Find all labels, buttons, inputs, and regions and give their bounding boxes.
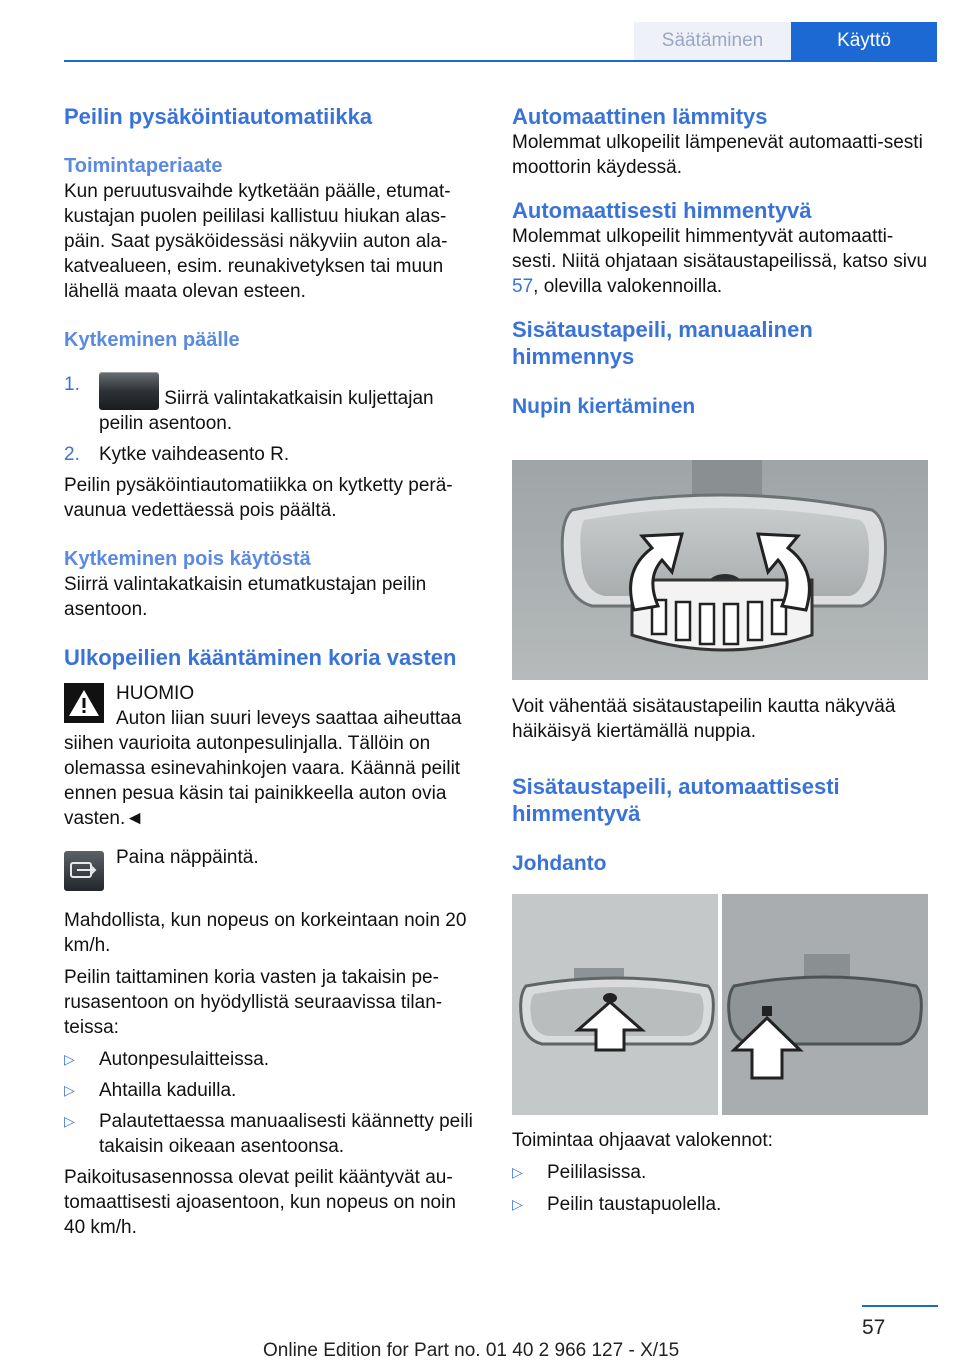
step-1 [64,372,480,436]
bullet-triangle-icon: ▷ [64,1113,75,1129]
principle-text: Kun peruutusvaihde kytketään päälle, etumat-kustajan puolen peililasi kallistuu hiukan alas-päin. Saat pysäköidessäsi näkyviin auton ala-katvealueen, esim. reunakivetyksen tai muun lähellä maata olevan esteen. [64,181,451,302]
bullet-triangle-icon: ▷ [64,1051,75,1067]
footer-rule [862,1305,938,1307]
situations-list [64,1047,480,1159]
heading-introduction: Johdanto [512,852,607,875]
photocell-illustration [512,894,928,1115]
section-title-fold-mirrors: Ulkopeilien kääntäminen koria vasten [64,645,457,670]
knob-text: Voit vähentää sisätaustapeilin kautta näkyvää häikäisyä kiertämällä nuppia. [512,696,896,742]
bullet-triangle-icon: ▷ [512,1164,523,1180]
step-2-number: 2. [64,444,80,465]
heading-switch-on: Kytkeminen päälle [64,329,240,351]
heading-auto-heating: Automaattinen lämmitys [512,104,768,129]
header-tabs [634,22,937,60]
bullet-triangle-icon: ▷ [64,1082,75,1098]
list-item: ▷ Peilin taustapuolella. [512,1194,722,1215]
auto-return-text: Paikoitusasennossa olevat peilit kääntyvät au-tomaattisesti ajoasentoon, kun nopeus on noin 40 km/h. [64,1167,456,1238]
switch-off-text: Siirrä valintakatkaisin etumatkustajan peilin asentoon. [64,574,427,620]
list-item: ▷ Autonpesulaitteissa. [64,1049,270,1070]
warning-label: HUOMIO [116,683,195,704]
photocell-photo [512,894,928,1115]
warning-triangle-icon [64,683,104,723]
step-1-text: Siirrä valintakatkaisin kuljettajan peilin asentoon. [99,388,434,434]
right-column-mid [512,694,930,877]
useful-situations-text: Peilin taittaminen koria vasten ja takaisin pe-rusasentoon on hyödyllistä seuraavissa tilan-teissa: [64,967,443,1038]
heading-auto-dimming-mirror: Sisätaustapeili, automaattisesti himmentyvä [512,774,840,826]
speed-condition-text: Mahdollista, kun nopeus on korkeintaan noin 20 km/h. [64,910,467,956]
photocells-text: Toimintaa ohjaavat valokennot: [512,1130,773,1151]
bullet-triangle-icon: ▷ [512,1196,523,1212]
page-link[interactable]: 57 [512,276,534,297]
fold-mirror-button-icon [64,851,104,891]
switch-on-note: Peilin pysäköintiautomatiikka on kytketty perä-vaunua vedettäessä pois päältä. [64,475,453,521]
tab-kaytto[interactable]: Käyttö [791,22,937,60]
step-2-text: Kytke vaihdeasento R. [99,444,290,465]
list-item: ▷ Palautettaessa manuaalisesti käännetty peili takaisin oikeaan asentoonsa. [64,1111,473,1157]
header-rule [64,60,937,62]
press-key-row [64,845,480,891]
left-column [64,103,480,1240]
photocells-list [512,1160,930,1217]
right-column-bottom [512,1128,930,1217]
heading-auto-dimming: Automaattisesti himmentyvä [512,198,812,223]
step-2 [64,442,480,467]
mirror-knob-photo [512,460,928,680]
warning-box [64,681,480,731]
mirror-knob-illustration [512,460,928,680]
page-number: 57 [862,1316,886,1339]
auto-heating-text: Molemmat ulkopeilit lämpenevät automaatti-sesti moottorin käydessä. [512,132,923,178]
heading-principle: Toimintaperiaate [64,155,223,177]
tab-saataminen[interactable]: Säätäminen [634,22,791,60]
step-1-number: 1. [64,374,80,395]
press-key-text: Paina näppäintä. [116,847,259,868]
heading-switch-off: Kytkeminen pois käytöstä [64,548,311,570]
list-item: ▷ Peililasissa. [512,1162,647,1183]
heading-knob: Nupin kiertäminen [512,395,696,418]
warning-text: siihen vaurioita autonpesulinjalla. Tällöin on olemassa esinevahinkojen vaara. Käännä peilit ennen pesua käsin tai painikkeella auton ovia vasten.◄ [64,733,461,829]
selector-switch-icon [99,372,159,410]
auto-dimming-text: Molemmat ulkopeilit himmentyvät automaatti-sesti. Niitä ohjataan sisätaustapeilissä, katso sivu 57, olevilla valokennoilla. [512,226,928,297]
right-column [512,103,930,420]
warning-text-first: Auton liian suuri leveys saattaa aiheuttaa [116,708,462,729]
heading-manual-dimming: Sisätaustapeili, manuaalinen himmennys [512,317,813,369]
edition-footer: Online Edition for Part no. 01 40 2 966 127 - X/15 [263,1340,680,1361]
list-item: ▷ Ahtailla kaduilla. [64,1080,237,1101]
section-title-parking-mirror: Peilin pysäköintiautomatiikka [64,104,373,129]
